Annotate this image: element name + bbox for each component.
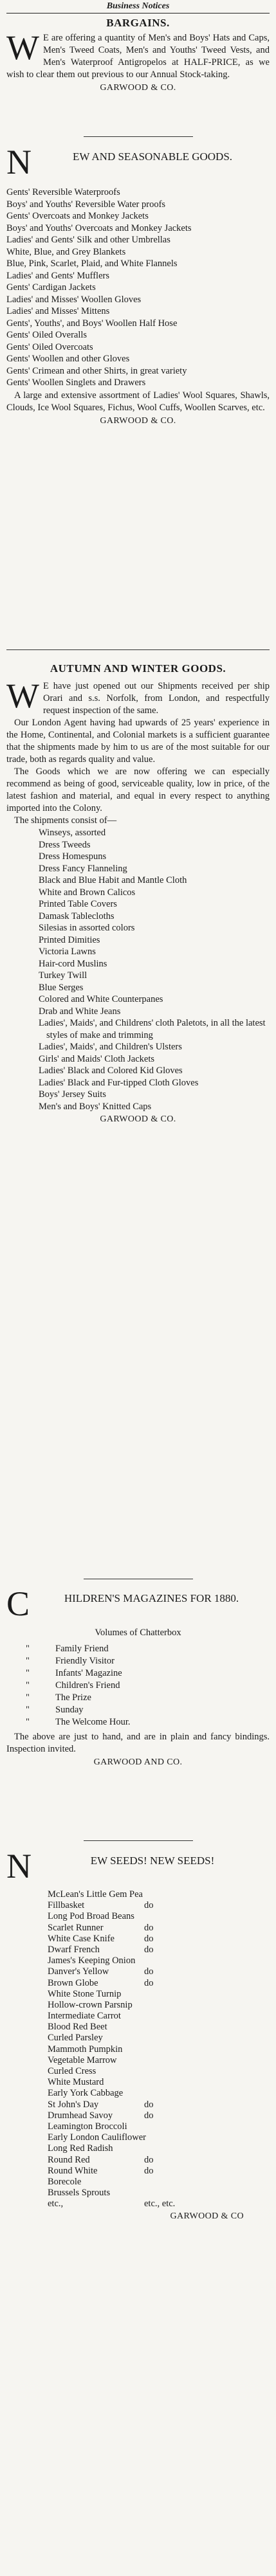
- goods-item: Ladies', Maids', and Children's Ulsters: [39, 1042, 182, 1052]
- seed-name: Early London Cauliflower: [48, 2132, 147, 2143]
- seed-ditto: do: [144, 1944, 154, 1955]
- goods-item: Gents' Overcoats and Monkey Jackets: [6, 211, 149, 221]
- seed-name: Hollow-crown Parsnip: [48, 1999, 133, 2010]
- seed-item: [48, 2199, 270, 2209]
- seed-item: [48, 2100, 270, 2110]
- goods-item: Damask Tablecloths: [39, 911, 115, 921]
- goods-list: [6, 186, 270, 389]
- seed-name: Scarlet Runner: [48, 1922, 104, 1933]
- magazine-title: Friendly Visitor: [55, 1655, 115, 1666]
- seed-list: [48, 1889, 270, 2209]
- goods-item: Hair-cord Muslins: [39, 958, 107, 969]
- seed-item: [48, 2143, 270, 2154]
- seed-name: Brown Globe: [48, 1977, 98, 1988]
- advert-new-goods: [6, 147, 270, 426]
- goods-item: Boys' and Youths' Reversible Water proofs: [6, 199, 166, 210]
- advert-new-seeds: [6, 1851, 270, 2222]
- goods-item: Men's and Boys' Knitted Caps: [39, 1101, 152, 1112]
- advert-signature: GARWOOD & CO.: [100, 83, 176, 93]
- goods-item: White and Brown Calicos: [39, 887, 136, 898]
- goods-item: Gents' Woollen and other Gloves: [6, 354, 130, 364]
- goods-item: Dress Homespuns: [39, 851, 107, 862]
- paragraph: The shipments consist of—: [14, 815, 117, 826]
- goods-item: White, Blue, and Grey Blankets: [6, 246, 126, 257]
- advert-body: A large and extensive assortment of Ladies' Wool Squares, Shawls, Clouds, Ice Wool Squares, Fichus, Wool Cuffs, Woollen Scarves, etc.: [6, 390, 270, 413]
- goods-item: Gents' Reversible Waterproofs: [6, 187, 120, 197]
- seed-name: Vegetable Marrow: [48, 2054, 117, 2065]
- goods-item: Dress Fancy Flanneling: [39, 863, 127, 874]
- ditto-mark: ": [26, 1680, 30, 1691]
- advert-heading: [6, 1851, 270, 1880]
- goods-list: [39, 827, 270, 1112]
- advert-body: [6, 28, 270, 81]
- seed-ditto: do: [144, 2099, 154, 2110]
- advert-signature: GARWOOD & CO.: [100, 1114, 176, 1124]
- seed-item: [48, 2088, 270, 2099]
- magazine-title: Sunday: [55, 1704, 84, 1715]
- advert-childrens-magazines: [6, 1588, 270, 1768]
- advert-body: The above are just to hand, and are in plain and fancy bindings. Inspection invited.: [6, 1731, 270, 1754]
- magazine-title: Infants' Magazine: [55, 1667, 122, 1678]
- seed-name: Intermediate Carrot: [48, 2011, 121, 2022]
- advert-title: HILDREN'S MAGAZINES FOR 1880.: [64, 1592, 239, 1604]
- seed-name: Curled Parsley: [48, 2033, 103, 2044]
- goods-item: Gents' Crimean and other Shirts, in great variety: [6, 365, 187, 376]
- seed-name: White Mustard: [48, 2077, 104, 2088]
- seed-item: [48, 2132, 270, 2143]
- ditto-mark: ": [26, 1716, 30, 1727]
- seed-item: [48, 2044, 270, 2055]
- goods-item: Colored and White Counterpanes: [39, 994, 163, 1004]
- seed-item: [48, 1889, 270, 1900]
- drop-cap: W: [6, 28, 39, 67]
- divider: [84, 136, 193, 137]
- ditto-mark: ": [26, 1643, 30, 1654]
- magazine-intro: Volumes of Chatterbox: [95, 1628, 181, 1638]
- goods-item: Ladies' Black and Fur-tipped Cloth Gloves: [39, 1077, 199, 1088]
- seed-item: [48, 1945, 270, 1955]
- seed-name: Danver's Yellow: [48, 1966, 109, 1977]
- seed-name: White Stone Turnip: [48, 1988, 122, 1999]
- goods-item: Gents', Youths', and Boys' Woollen Half Hose: [6, 318, 178, 329]
- seed-item: [48, 1989, 270, 2000]
- seed-item: [48, 2033, 270, 2044]
- goods-item: Gents' Cardigan Jackets: [6, 282, 96, 293]
- seed-ditto: do: [144, 1933, 154, 1944]
- seed-name: Borecole: [48, 2176, 82, 2187]
- seed-item: [48, 2000, 270, 2011]
- seed-ditto: do: [144, 2110, 154, 2121]
- seed-name: Long Pod Broad Beans: [48, 1911, 134, 1922]
- goods-item: Printed Dimities: [39, 934, 100, 945]
- seed-item: [48, 2066, 270, 2077]
- seed-name: Drumhead Savoy: [48, 2110, 113, 2121]
- seed-name: Mammoth Pumpkin: [48, 2044, 123, 2054]
- seed-ditto: do: [144, 2165, 154, 2176]
- divider: [84, 1840, 193, 1841]
- magazine-title: The Prize: [55, 1692, 91, 1703]
- magazine-item: [26, 1667, 270, 1680]
- advert-heading: [6, 1588, 270, 1618]
- seed-item: [48, 1900, 270, 1911]
- magazine-item: [26, 1692, 270, 1704]
- advert-signature: GARWOOD AND CO.: [93, 1757, 183, 1767]
- goods-item: Gents' Woollen Singlets and Drawers: [6, 377, 146, 388]
- seed-name: Curled Cress: [48, 2066, 97, 2076]
- seed-item: [48, 2011, 270, 2022]
- goods-item: Blue, Pink, Scarlet, Plaid, and White Flannels: [6, 259, 178, 269]
- seed-item: [48, 2055, 270, 2066]
- magazine-item: [26, 1704, 270, 1716]
- divider: [6, 649, 270, 650]
- magazine-item: [26, 1643, 270, 1655]
- seed-item: [48, 1911, 270, 1922]
- seed-item: [48, 2166, 270, 2177]
- seed-ditto: do: [144, 1922, 154, 1933]
- magazine-list: [26, 1643, 270, 1728]
- goods-item: Gents' Oiled Overalls: [6, 330, 87, 340]
- advert-text: E are offering a quantity of Men's and Boys' Hats and Caps, Men's Tweed Coats, Men's and Youths' Tweed Vests, and Men's Waterproof Antigropelos at HALF-PRICE, as we wish to clear them out previous to our Annual Stock-taking.: [6, 33, 270, 80]
- advert-heading: [6, 147, 270, 176]
- magazine-item: [26, 1655, 270, 1667]
- drop-cap: W: [6, 676, 39, 715]
- seed-item: [48, 2110, 270, 2121]
- seed-item: [48, 2077, 270, 2088]
- seed-name: Long Red Radish: [48, 2143, 113, 2154]
- goods-item: Ladies' and Gents' Mufflers: [6, 270, 109, 281]
- paragraph: E have just opened out our Shipments received per ship Orari and s.s. Norfolk, from London, and respectfully request inspection of the same.: [42, 681, 270, 716]
- seed-item: [48, 2188, 270, 2199]
- seed-item: [48, 1934, 270, 1945]
- seed-name: St John's Day: [48, 2099, 99, 2110]
- seed-ditto: do: [144, 1966, 154, 1977]
- seed-item: [48, 2121, 270, 2132]
- goods-item: Silesias in assorted colors: [39, 923, 135, 933]
- advert-bargains: [6, 17, 270, 93]
- magazine-item: [26, 1680, 270, 1692]
- goods-item: Dress Tweeds: [39, 839, 91, 850]
- goods-item: Ladies', Maids', and Childrens' cloth Paletots, in all the latest styles of make and trimming: [39, 1018, 266, 1040]
- magazine-title: Children's Friend: [55, 1680, 120, 1691]
- seed-item: [48, 1978, 270, 1989]
- goods-item: Turkey Twill: [39, 970, 87, 981]
- masthead: Business Notices: [6, 0, 270, 14]
- seed-item: [48, 2177, 270, 2188]
- seed-item: [48, 1966, 270, 1977]
- seed-name: Leamington Broccoli: [48, 2121, 127, 2132]
- seed-name: Dwarf French: [48, 1944, 100, 1955]
- seed-ditto: etc., etc.: [144, 2199, 176, 2209]
- goods-item: Ladies' and Misses' Mittens: [6, 306, 110, 316]
- goods-item: Printed Table Covers: [39, 899, 117, 909]
- goods-item: Victoria Lawns: [39, 947, 96, 957]
- seed-item: [48, 2155, 270, 2166]
- seed-name: Early York Cabbage: [48, 2088, 124, 2099]
- seed-name: etc.,: [48, 2199, 64, 2209]
- advert-title: EW SEEDS! NEW SEEDS!: [90, 1855, 215, 1867]
- goods-item: Drab and White Jeans: [39, 1006, 121, 1017]
- seed-name: Brussels Sprouts: [48, 2188, 111, 2199]
- drop-cap: N: [6, 147, 32, 176]
- advert-title: EW AND SEASONABLE GOODS.: [72, 150, 233, 163]
- seed-name: McLean's Little Gem Pea: [48, 1889, 143, 1900]
- advert-body: [6, 676, 270, 717]
- seed-name: Fillbasket: [48, 1900, 85, 1911]
- ditto-mark: ": [26, 1704, 30, 1715]
- seed-item: [48, 1923, 270, 1934]
- drop-cap: N: [6, 1851, 32, 1880]
- seed-name: Round Red: [48, 2154, 90, 2165]
- goods-item: Gents' Oiled Overcoats: [6, 341, 93, 352]
- magazine-item: [26, 1716, 270, 1728]
- paragraph: Our London Agent having had upwards of 25 years' experience in the Home, Continental, and Colonial markets is a sufficient guarantee that the shipments made by him to us are of the most suitable for our trade, both as regards quality and value.: [6, 718, 270, 765]
- advert-signature: GARWOOD & CO.: [100, 415, 176, 426]
- advert-title: BARGAINS.: [106, 17, 170, 29]
- seed-item: [48, 2022, 270, 2033]
- goods-item: Boys' and Youths' Overcoats and Monkey Jackets: [6, 222, 192, 233]
- seed-ditto: do: [144, 1900, 154, 1911]
- ditto-mark: ": [26, 1667, 30, 1678]
- drop-cap: C: [6, 1588, 30, 1618]
- goods-item: Boys' Jersey Suits: [39, 1089, 106, 1100]
- goods-item: Girls' and Maids' Cloth Jackets: [39, 1053, 155, 1064]
- goods-item: Ladies' Black and Colored Kid Gloves: [39, 1066, 183, 1076]
- advert-signature: GARWOOD & CO: [170, 2211, 244, 2222]
- seed-item: [48, 1955, 270, 1966]
- magazine-title: The Welcome Hour.: [55, 1716, 131, 1727]
- seed-name: Blood Red Beet: [48, 2022, 107, 2033]
- seed-name: White Case Knife: [48, 1933, 115, 1944]
- ditto-mark: ": [26, 1692, 30, 1703]
- magazine-title: Family Friend: [55, 1643, 109, 1654]
- advert-title: AUTUMN AND WINTER GOODS.: [50, 662, 226, 675]
- seed-name: Round White: [48, 2165, 98, 2176]
- goods-item: Black and Blue Habit and Mantle Cloth: [39, 875, 187, 885]
- ditto-mark: ": [26, 1655, 30, 1666]
- seed-ditto: do: [144, 1977, 154, 1988]
- paragraph: The Goods which we are now offering we can especially recommend as being of good, serviceable quality, low in price, of the latest fashion and material, and equal in every respect to anything imported into the Colony.: [6, 766, 270, 813]
- seed-ditto: do: [144, 2154, 154, 2165]
- goods-item: Ladies' and Gents' Silk and other Umbrellas: [6, 235, 170, 245]
- goods-item: Ladies' and Misses' Woollen Gloves: [6, 294, 142, 305]
- goods-item: Winseys, assorted: [39, 828, 106, 838]
- seed-name: James's Keeping Onion: [48, 1955, 136, 1966]
- goods-item: Blue Serges: [39, 982, 84, 993]
- advert-autumn-winter: [6, 662, 270, 1125]
